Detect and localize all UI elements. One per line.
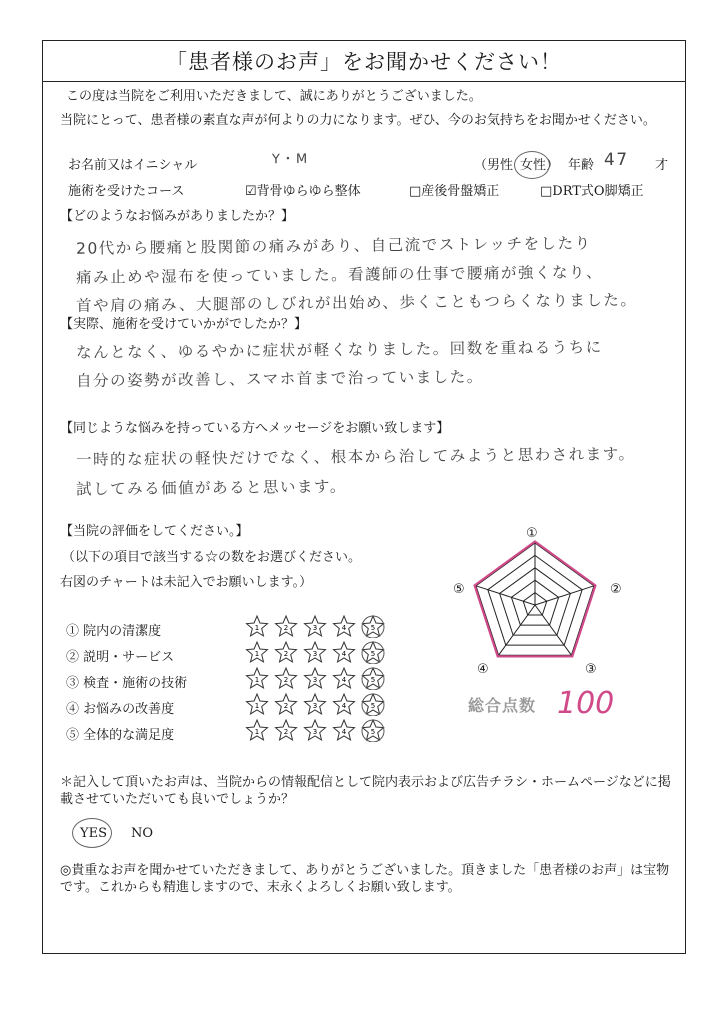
q2-answer-line-2: 自分の姿勢が改善し、スマホ首まで治っていました。	[75, 367, 484, 391]
name-value: Y・M	[271, 151, 309, 168]
name-label: お名前又はイニシャル	[68, 158, 198, 173]
score-label: 総合点数	[468, 696, 537, 715]
star-row-3	[244, 666, 395, 690]
svg-text:5: 5	[370, 676, 376, 684]
svg-text:3: 3	[312, 676, 318, 684]
svg-text:2: 2	[283, 650, 289, 658]
q1-answer-line-2: 痛み止めや湿布を使っていました。看護師の仕事で腰痛が強くなり、	[75, 263, 604, 287]
star-5-5[interactable]	[362, 720, 384, 742]
star-1-4[interactable]	[334, 616, 355, 636]
star-2-4[interactable]	[334, 642, 355, 662]
svg-text:1: 1	[254, 728, 260, 736]
eval-item-5: ⑤ 全体的な満足度	[66, 728, 175, 743]
eval-heading: 【当院の評価をしてください。】	[60, 524, 249, 539]
star-3-4[interactable]	[334, 668, 355, 688]
star-3-2[interactable]	[276, 668, 297, 688]
star-2-2[interactable]	[276, 642, 297, 662]
course-option-1[interactable]: ☑背骨ゆらゆら整体	[245, 184, 361, 199]
course-option-2[interactable]: □産後骨盤矯正	[409, 184, 500, 199]
q3-answer-line-2: 試してみる価値があると思います。	[75, 477, 347, 499]
star-3-5[interactable]	[362, 668, 384, 690]
star-4-4[interactable]	[334, 694, 355, 714]
star-4-3[interactable]	[305, 694, 326, 714]
consent-text: ＊記入して頂いたお声は、当院からの情報配信として院内表示および広告チラシ・ホームページなどに掲載させていただいても良いでしょうか？	[60, 775, 671, 807]
star-row-4	[244, 692, 395, 716]
course-label: 施術を受けたコース	[68, 184, 185, 199]
q1-answer-line-1: 20代から腰痛と股関節の痛みがあり、自己流でストレッチをしたり	[75, 234, 592, 258]
svg-text:3: 3	[312, 728, 318, 736]
radar-label-2: ②	[610, 582, 622, 597]
star-5-2[interactable]	[276, 720, 297, 740]
star-5-1[interactable]	[247, 720, 268, 740]
svg-text:3: 3	[312, 702, 318, 710]
score-value: 100	[557, 686, 615, 721]
star-5-3[interactable]	[305, 720, 326, 740]
svg-text:5: 5	[370, 702, 376, 710]
star-4-1[interactable]	[247, 694, 268, 714]
intro-line-1: この度は当院をご利用いただきまして、誠にありがとうございました。	[66, 89, 482, 104]
consent-yes[interactable]: YES	[80, 826, 107, 841]
star-row-5	[244, 718, 395, 742]
star-3-1[interactable]	[247, 668, 268, 688]
star-2-3[interactable]	[305, 642, 326, 662]
svg-text:4: 4	[341, 728, 347, 736]
radar-label-1: ①	[526, 526, 538, 541]
eval-item-3: ③ 検査・施術の技術	[66, 676, 188, 691]
star-row-2	[244, 640, 395, 664]
svg-text:1: 1	[254, 676, 260, 684]
svg-text:4: 4	[341, 676, 347, 684]
svg-text:5: 5	[370, 728, 376, 736]
eval-item-1: ① 院内の清潔度	[66, 624, 162, 639]
svg-text:2: 2	[283, 624, 289, 632]
radar-label-5: ⑤	[453, 582, 465, 597]
intro-line-2: 当院にとって、患者様の素直な声が何よりの力になります。ぜひ、今のお気持ちをお聞かせください。	[60, 113, 656, 128]
eval-item-2: ② 説明・サービス	[66, 650, 175, 665]
radar-chart	[452, 520, 622, 685]
q3-answer-line-1: 一時的な症状の軽快だけでなく、根本から治してみようと思わされます。	[75, 445, 636, 469]
q1-heading: 【どのようなお悩みがありましたか？】	[60, 209, 295, 224]
q2-answer-line-1: なんとなく、ゆるやかに症状が軽くなりました。回数を重ねるうちに	[75, 338, 603, 362]
star-4-5[interactable]	[362, 694, 384, 716]
svg-text:2: 2	[283, 676, 289, 684]
svg-text:4: 4	[341, 650, 347, 658]
star-2-1[interactable]	[247, 642, 268, 662]
star-1-1[interactable]	[247, 616, 268, 636]
star-row-1	[244, 614, 395, 638]
svg-text:5: 5	[370, 650, 376, 658]
female-circle-mark	[514, 151, 550, 179]
star-1-5[interactable]	[362, 616, 384, 638]
q2-heading: 【実際、施術を受けていかがでしたか？】	[60, 317, 308, 332]
course-option-3[interactable]: □DRT式O脚矯正	[540, 184, 644, 199]
consent-no[interactable]: NO	[131, 826, 154, 841]
eval-item-4: ④ お悩みの改善度	[66, 702, 175, 717]
star-5-4[interactable]	[334, 720, 355, 740]
q1-answer-line-3: 首や肩の痛み、大腿部のしびれが出始め、歩くこともつらくなりました。	[75, 291, 638, 315]
yes-circle-mark	[72, 818, 112, 848]
star-1-2[interactable]	[276, 616, 297, 636]
gender-female: 女性）	[520, 158, 560, 173]
star-1-3[interactable]	[305, 616, 326, 636]
star-2-5[interactable]	[362, 642, 384, 664]
svg-text:1: 1	[254, 624, 260, 632]
eval-note-1: （以下の項目で該当する☆の数をお選びください。	[62, 550, 362, 565]
svg-text:3: 3	[312, 650, 318, 658]
radar-label-4: ④	[477, 662, 489, 677]
svg-text:2: 2	[283, 702, 289, 710]
svg-text:2: 2	[283, 728, 289, 736]
svg-text:4: 4	[341, 702, 347, 710]
eval-note-2: 右図のチャートは未記入でお願いします。）	[60, 575, 313, 590]
q3-heading: 【同じような悩みを持っている方へメッセージをお願い致します】	[60, 421, 450, 436]
closing-text: ◎貴重なお声を聞かせていただきまして、ありがとうございました。頂きました「患者様のお声」は宝物です。これからも精進しますので、末永くよろしくお願い致します。	[60, 863, 670, 895]
svg-text:4: 4	[341, 624, 347, 632]
svg-text:3: 3	[312, 624, 318, 632]
radar-label-3: ③	[585, 662, 597, 677]
star-3-3[interactable]	[305, 668, 326, 688]
gender-male: （男性	[474, 158, 514, 173]
age-label: 年齢	[568, 158, 595, 173]
svg-text:1: 1	[254, 650, 260, 658]
form-title: 「患者様のお声」をお聞かせください！	[43, 41, 685, 82]
svg-text:1: 1	[254, 702, 260, 710]
svg-text:5: 5	[370, 624, 376, 632]
age-value: 47	[603, 149, 629, 171]
star-4-2[interactable]	[276, 694, 297, 714]
age-unit: 才	[655, 158, 669, 173]
